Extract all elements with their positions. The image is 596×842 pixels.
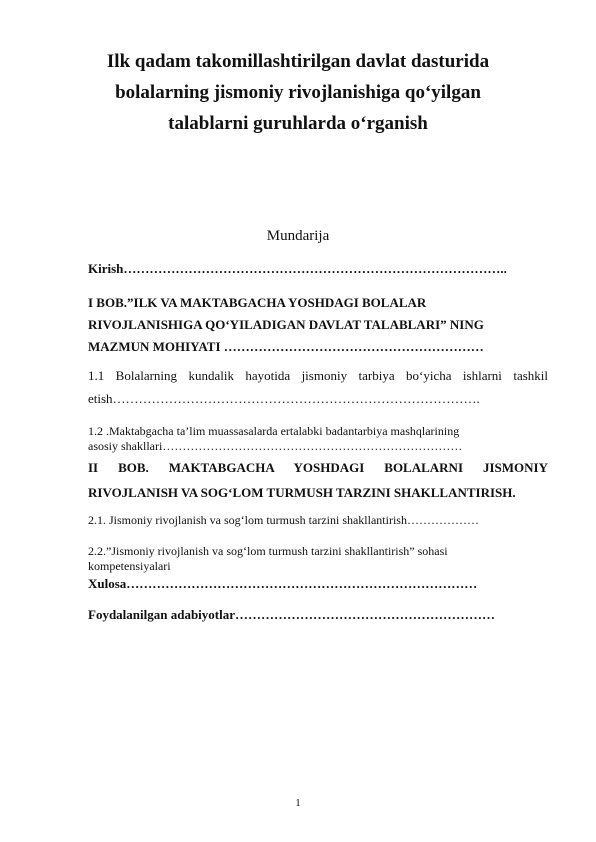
title-line-2: bolalarning jismoniy rivojlanishiga qo‘yilgan bbox=[115, 82, 481, 103]
toc-entry-text: 2.1. Jismoniy rivojlanish va sog‘lom turmush tarzini shakllantirish……………… bbox=[88, 513, 479, 527]
toc-entry-text: Xulosa……………………………………………………………………… bbox=[88, 576, 478, 591]
toc-entry-text: etish…………………………………………………………………………. bbox=[88, 391, 480, 406]
toc-entry-xulosa bbox=[88, 576, 548, 592]
toc-entry-kirish bbox=[88, 261, 548, 277]
toc-entry-text: II BOB. MAKTABGACHA YOSHDAGI BOLALARNI JISMONIY bbox=[88, 460, 548, 475]
toc-entry-adabiyotlar bbox=[88, 607, 548, 623]
toc-entry-text: MAZMUN MOHIYATI …………………………………………………… bbox=[88, 339, 484, 354]
toc-entry-text: 2.2.”Jismoniy rivojlanish va sog‘lom turmush tarzini shakllantirish” sohasi bbox=[88, 544, 448, 558]
toc-entry-text: Foydalanilgan adabiyotlar…………………………………………………… bbox=[88, 607, 495, 622]
toc-entry-text: 1.1 Bolalarning kundalik hayotida jismoniy tarbiya bo‘yicha ishlarni tashkil bbox=[88, 368, 548, 383]
toc-entry-chapter-1 bbox=[88, 292, 548, 358]
toc-entry-text: Kirish…………………………………………………………………………….. bbox=[88, 261, 507, 276]
toc-entry-2-1 bbox=[88, 513, 548, 528]
toc-entry-text: asosiy shakllari………………………………………………………………… bbox=[88, 439, 463, 453]
document-title bbox=[60, 46, 536, 139]
toc-entry-text: kompetensiyalari bbox=[88, 559, 171, 573]
page-number: 1 bbox=[295, 797, 301, 809]
toc-entry-1-2 bbox=[88, 424, 548, 454]
toc-entry-1-1 bbox=[88, 364, 548, 410]
toc-entry-text: 1.2 .Maktabgacha ta’lim muassasalarda ertalabki badantarbiya mashqlarining bbox=[88, 424, 460, 438]
toc-entry-chapter-2 bbox=[88, 455, 548, 505]
title-line-1: Ilk qadam takomillashtirilgan davlat dasturida bbox=[106, 51, 490, 72]
toc-entry-2-2 bbox=[88, 544, 548, 574]
toc-entry-text: RIVOJLANISHIGA QO‘YILADIGAN DAVLAT TALABLARI” NING bbox=[88, 317, 484, 332]
title-line-3: talablarni guruhlarda o‘rganish bbox=[168, 113, 428, 134]
toc-entry-text: I BOB.”ILK VA MAKTABGACHA YOSHDAGI BOLALAR bbox=[88, 295, 427, 310]
toc-entry-text: RIVOJLANISH VA SOG‘LOM TURMUSH TARZINI SHAKLLANTIRISH. bbox=[88, 485, 516, 500]
toc-heading: Mundarija bbox=[266, 228, 330, 244]
